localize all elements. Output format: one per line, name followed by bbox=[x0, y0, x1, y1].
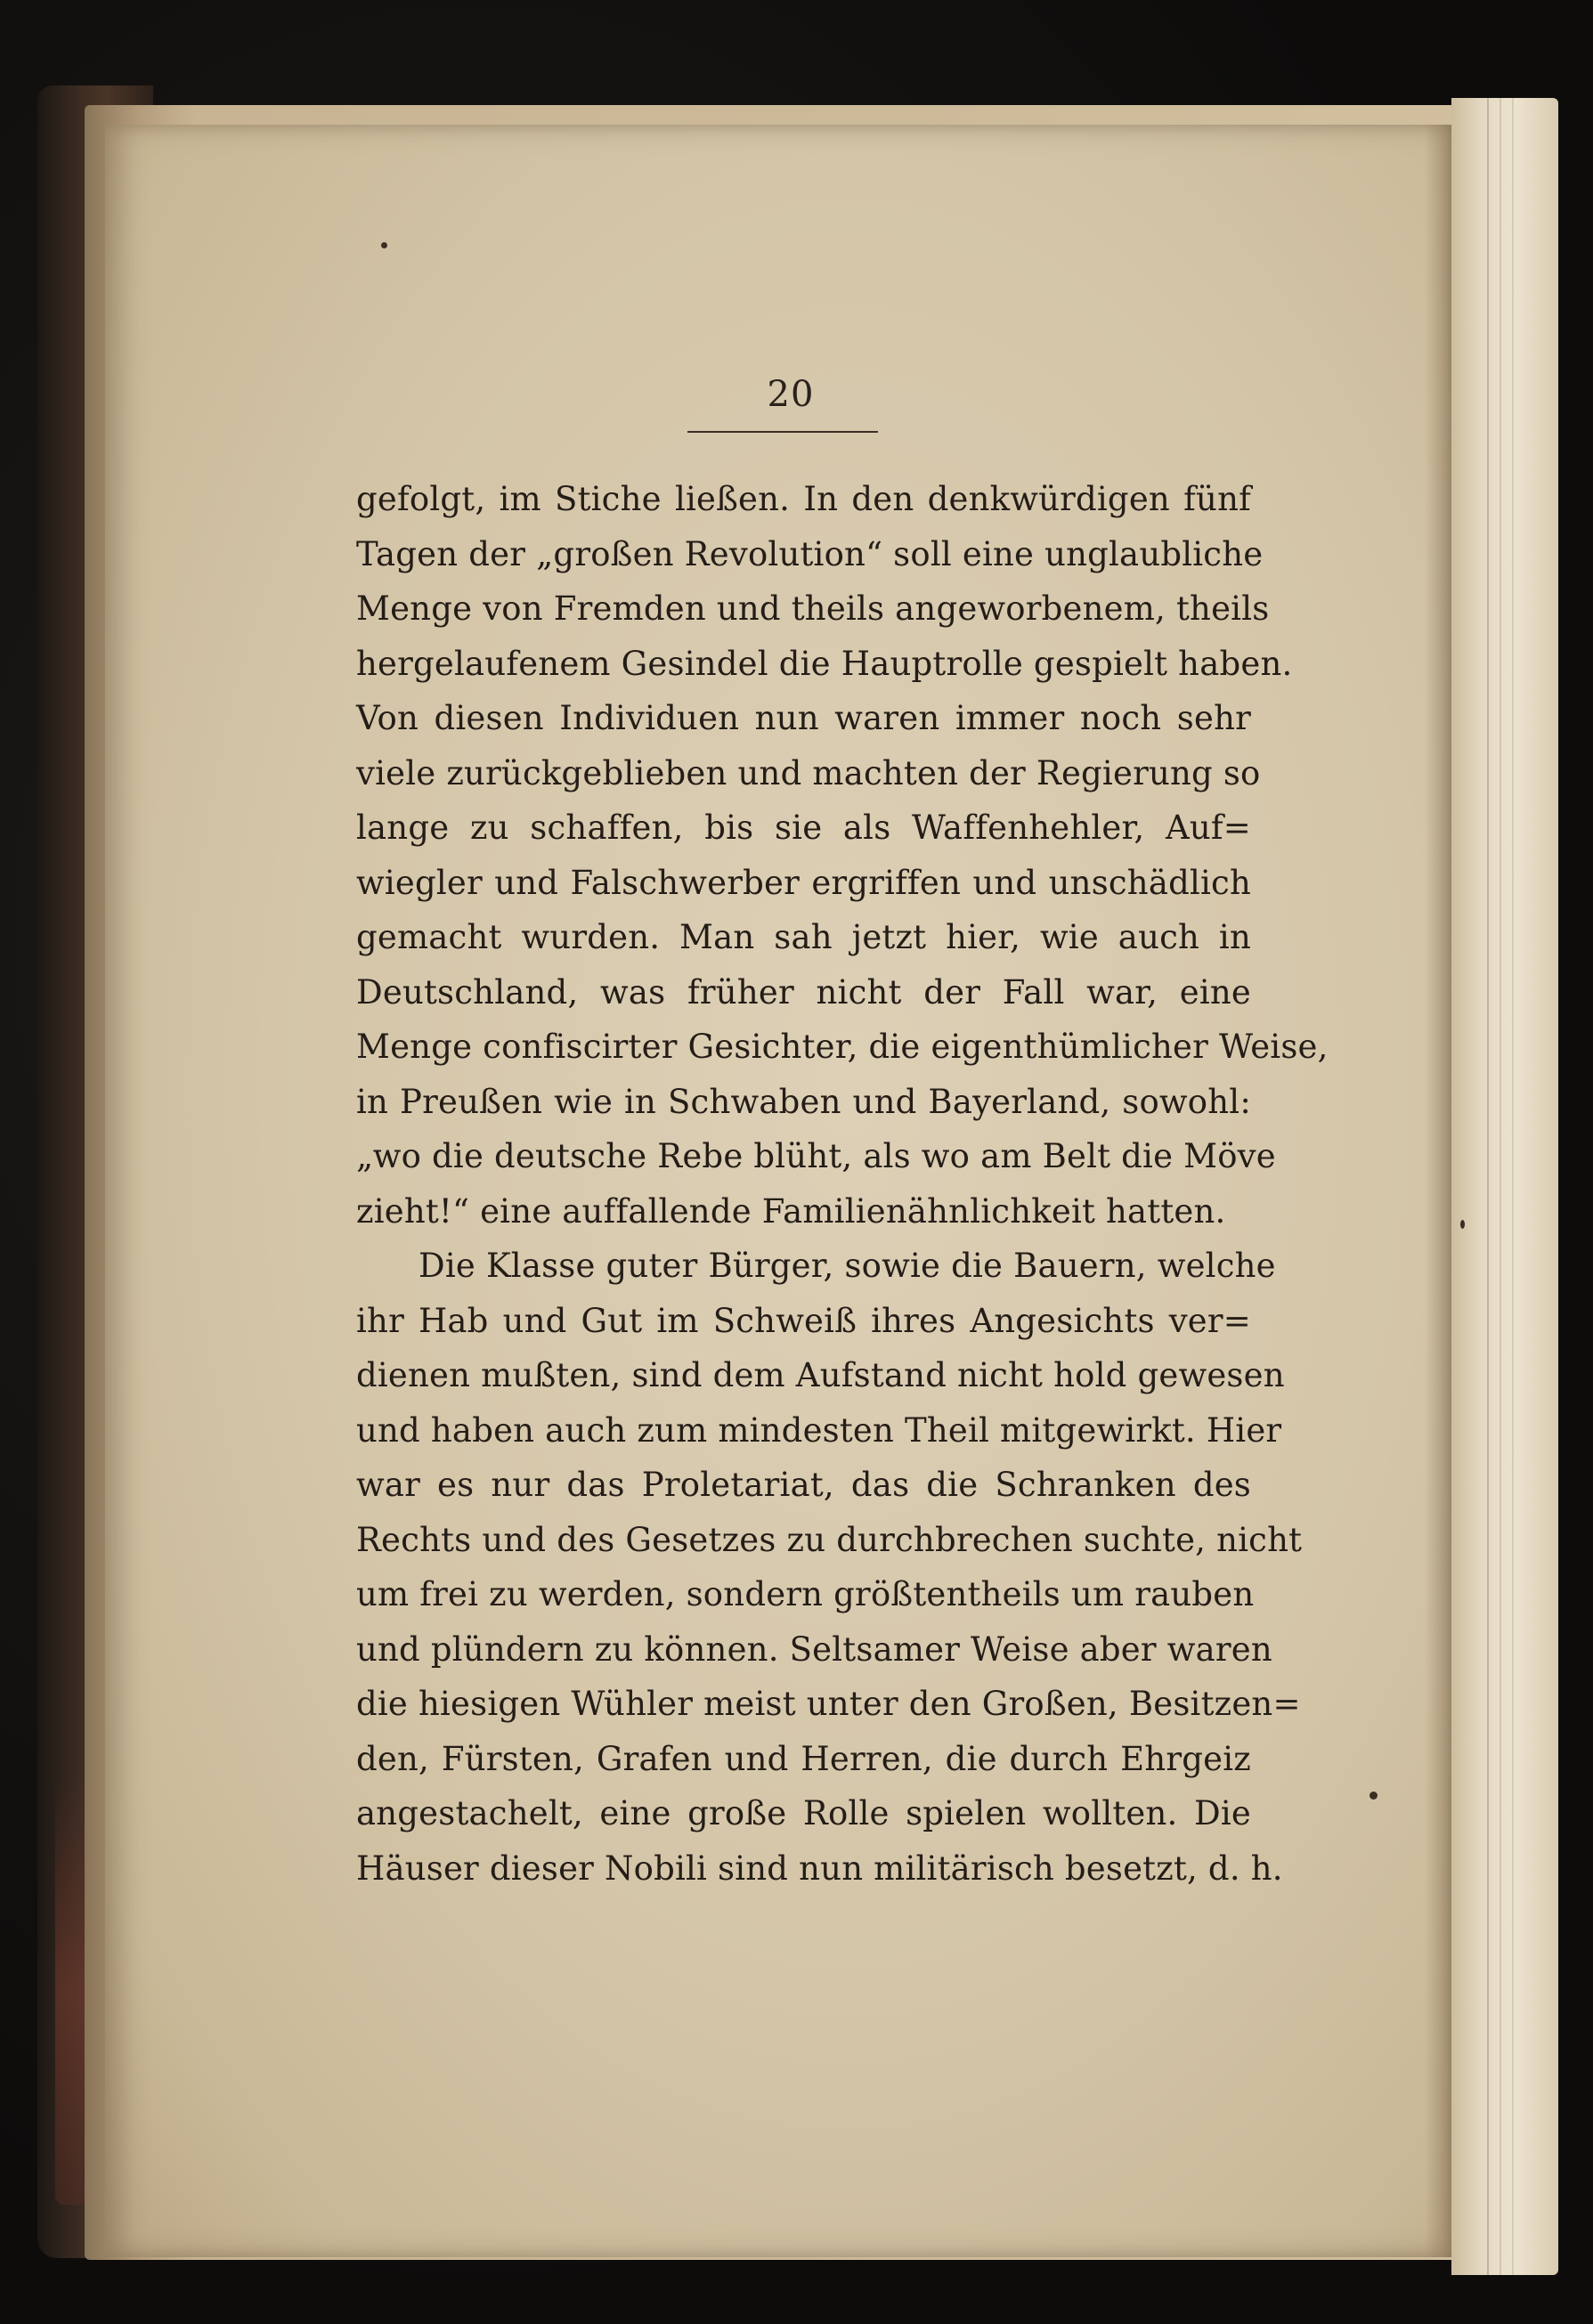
text-line: zieht!“ eine auffallende Familienähnlichkeit hatten. bbox=[356, 1191, 1226, 1231]
text-line: und plündern zu können. Seltsamer Weise aber waren bbox=[356, 1629, 1272, 1669]
text-line: Tagen der „großen Revolution“ soll eine unglaubliche bbox=[356, 534, 1264, 573]
body-text bbox=[356, 472, 1329, 1896]
text-line: Rechts und des Gesetzes zu durchbrechen suchte, nicht bbox=[356, 1520, 1303, 1559]
text-line: dienen mußten, sind dem Aufstand nicht hold gewesen bbox=[356, 1356, 1285, 1394]
text-line: Menge confiscirter Gesichter, die eigenthümlicher Weise, bbox=[356, 1028, 1329, 1066]
header-rule bbox=[687, 431, 878, 433]
text-line: in Preußen wie in Schwaben und Bayerland, sowohl: bbox=[356, 1082, 1251, 1121]
text-line: um frei zu werden, sondern größtentheils um rauben bbox=[356, 1575, 1255, 1613]
text-line: und haben auch zum mindesten Theil mitgewirkt. Hier bbox=[356, 1410, 1282, 1450]
text-line: viele zurückgeblieben und machten der Regierung so bbox=[356, 753, 1261, 792]
text-line: „wo die deutsche Rebe blüht, als wo am Belt die Möve bbox=[356, 1137, 1276, 1175]
text-line: hergelaufenem Gesindel die Hauptrolle gespielt haben. bbox=[356, 644, 1293, 683]
text-line: Menge von Fremden und theils angeworbenem, theils bbox=[356, 589, 1270, 628]
ink-speck bbox=[1460, 1220, 1465, 1229]
text-line: war es nur das Proletariat, das die Schranken des bbox=[356, 1466, 1251, 1504]
text-line: gefolgt, im Stiche ließen. In den denkwürdigen fünf bbox=[356, 480, 1251, 518]
facing-page-edge bbox=[1451, 98, 1558, 2275]
text-line: Deutschland, was früher nicht der Fall war, eine bbox=[356, 972, 1251, 1012]
text-line: lange zu schaffen, bis sie als Waffenhehler, Auf= bbox=[356, 809, 1251, 847]
text-line: Von diesen Individuen nun waren immer noch sehr bbox=[356, 699, 1251, 737]
ink-speck bbox=[1369, 1792, 1378, 1800]
text-line: angestachelt, eine große Rolle spielen wollten. Die bbox=[356, 1794, 1251, 1832]
text-line: wiegler und Falschwerber ergriffen und unschädlich bbox=[356, 863, 1251, 902]
text-line: die hiesigen Wühler meist unter den Großen, Besitzen= bbox=[356, 1685, 1301, 1723]
ink-speck bbox=[381, 242, 387, 248]
page-number: 20 bbox=[767, 374, 815, 415]
text-line: den, Fürsten, Grafen und Herren, die durch Ehrgeiz bbox=[356, 1739, 1251, 1778]
text-line: Häuser dieser Nobili sind nun militärisch besetzt, d. h. bbox=[356, 1849, 1283, 1888]
text-line: gemacht wurden. Man sah jetzt hier, wie auch in bbox=[356, 918, 1251, 956]
text-line: ihr Hab und Gut im Schweiß ihres Angesichts ver= bbox=[356, 1301, 1251, 1340]
text-line: Die Klasse guter Bürger, sowie die Bauern, welche bbox=[419, 1247, 1276, 1285]
